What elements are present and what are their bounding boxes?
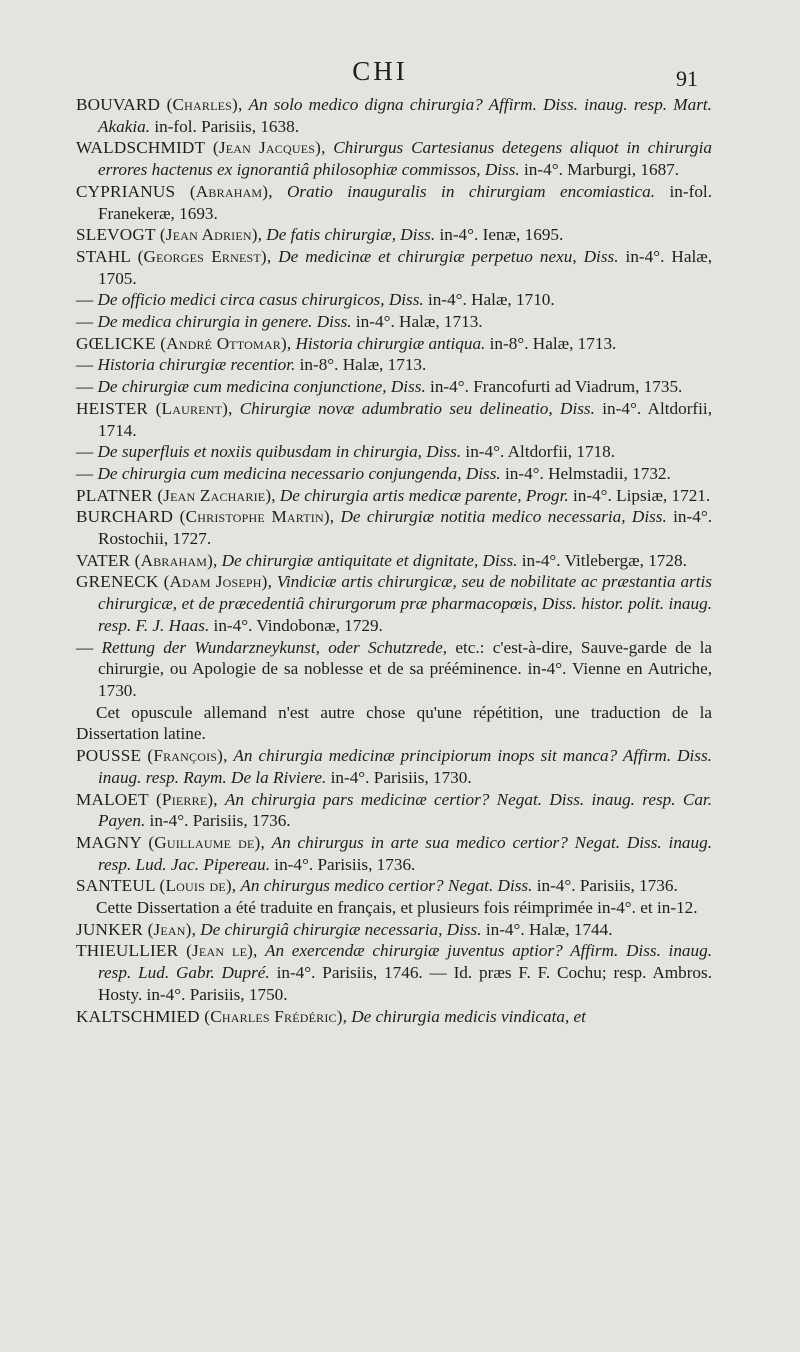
editorial-note: Cet opuscule allemand n'est autre chose qu'une répétition, une traduction de la Dissertation latine. <box>76 702 712 744</box>
entry-title: De medicinæ et chirurgiæ perpetuo nexu, Diss. <box>278 246 619 266</box>
entry-author: MALOET (Pierre) <box>76 789 214 809</box>
bibliography-entry: — Historia chirurgiæ recentior. in-8°. Halæ, 1713. <box>76 355 427 375</box>
entry-publication: in-4°. Parisiis, 1730. <box>326 767 472 787</box>
entry-author: VATER (Abraham) <box>76 550 213 570</box>
bibliography-entry: — De medica chirurgia in genere. Diss. in-4°. Halæ, 1713. <box>76 312 483 332</box>
bibliography-entry: SANTEUL (Louis de), An chirurgus medico certior? Negat. Diss. in-4°. Parisiis, 1736. <box>76 876 678 896</box>
entry-publication: in-4°. Parisiis, 1736. <box>532 876 678 896</box>
entry-publication: in-4°. Halæ, 1744. <box>481 919 613 939</box>
entry-author: BOUVARD (Charles) <box>76 95 238 114</box>
entry-author: MAGNY (Guillaume de) <box>76 832 261 852</box>
bibliography-entry: BOUVARD (Charles), An solo medico digna chirurgia? Affirm. Diss. inaug. resp. Mart. Akakia. in-fol. Parisiis, 1638. <box>76 95 712 136</box>
entry-title: De chirurgia artis medicæ parente, Progr. <box>279 485 569 505</box>
entry-title: An exercendæ chirurgiæ juventus aptior? Affirm. Diss. inaug. resp. Lud. Gabr. Dupré. <box>98 941 712 983</box>
editorial-note: Cette Dissertation a été traduite en français, et plusieurs fois réimprimée in-4°. et in-12. <box>96 898 698 918</box>
entry-publication: in-4°. Halæ, 1705. <box>98 246 712 288</box>
bibliography-entry: — Rettung der Wundarzneykunst, oder Schutzrede, etc.: c'est-à-dire, Sauve-garde de la chirurgie, ou Apologie de sa noblesse et de sa prééminence. in-4°. Vienne en Autriche, 1730. <box>76 637 712 700</box>
entry-publication: in-4°. Halæ, 1710. <box>423 290 555 310</box>
entry-title: An chirurgia medicinæ principiorum inops sit manca? Affirm. Diss. inaug. resp. Raym. De la Riviere. <box>98 746 712 787</box>
bibliography-entry: — De superfluis et noxiis quibusdam in chirurgia, Diss. in-4°. Altdorfii, 1718. <box>76 442 616 462</box>
entry-publication: in-8°. Halæ, 1713. <box>485 333 617 353</box>
bibliography-entry: GRENECK (Adam Joseph), Vindiciæ artis chirurgicæ, seu de nobilitate ac præstantia artis chirurgicæ, et de præcedentiâ chirurgorum præ pharmacopœis, Diss. histor. polit. inaug. resp. F. J. Haas. in-4°. Vindobonæ, 1729. <box>76 572 712 635</box>
bibliography-entry: — De chirurgia cum medicina necessario conjungenda, Diss. in-4°. Helmstadii, 1732. <box>76 463 671 483</box>
entry-title: De chirurgiæ notitia medico necessaria, Diss. <box>340 507 667 527</box>
entry-title: An chirurgia pars medicinæ certior? Negat. Diss. inaug. resp. Car. Payen. <box>98 789 712 831</box>
entry-title: Chirurgus Cartesianus detegens aliquot in chirurgia errores hactenus ex ignorantiâ philosophiæ commissos, Diss. <box>98 138 713 180</box>
entry-author: PLATNER (Jean Zacharie) <box>76 485 272 505</box>
entry-title: An solo medico digna chirurgia? Affirm. Diss. inaug. resp. Mart. Akakia. <box>98 95 712 136</box>
entry-title: De officio medici circa casus chirurgicos, Diss. <box>97 290 424 310</box>
bibliography-entry: MALOET (Pierre), An chirurgia pars medicinæ certior? Negat. Diss. inaug. resp. Car. Payen. in-4°. Parisiis, 1736. <box>76 789 712 831</box>
entry-publication: in-fol. Parisiis, 1638. <box>150 116 299 136</box>
entry-publication: in-4°. Ienæ, 1695. <box>435 225 564 245</box>
entry-author: JUNKER (Jean) <box>76 919 192 939</box>
bibliography-list <box>76 94 712 1027</box>
bibliography-entry: MAGNY (Guillaume de), An chirurgus in arte sua medico certior? Negat. Diss. inaug. resp. Lud. Jac. Pipereau. in-4°. Parisiis, 1736. <box>76 832 712 874</box>
bibliography-entry: POUSSE (François), An chirurgia medicinæ principiorum inops sit manca? Affirm. Diss. inaug. resp. Raym. De la Riviere. in-4°. Parisiis, 1730. <box>76 746 712 787</box>
entry-author: STAHL (Georges Ernest) <box>76 246 267 266</box>
entry-publication: in-4°. Halæ, 1713. <box>351 312 483 332</box>
bibliography-entry: STAHL (Georges Ernest), De medicinæ et chirurgiæ perpetuo nexu, Diss. in-4°. Halæ, 1705. <box>76 246 712 288</box>
entry-author: BURCHARD (Christophe Martin) <box>76 507 330 527</box>
bibliography-entry: THIEULLIER (Jean le), An exercendæ chirurgiæ juventus aptior? Affirm. Diss. inaug. resp. Lud. Gabr. Dupré. in-4°. Parisiis, 1746. — Id. præs F. F. Cochu; resp. Ambros. Hosty. in-4°. Parisiis, 1750. <box>76 941 712 1004</box>
bibliography-entry: BURCHARD (Christophe Martin), De chirurgiæ notitia medico necessaria, Diss. in-4°. Rostochii, 1727. <box>76 507 713 549</box>
bibliography-entry: KALTSCHMIED (Charles Frédéric), De chirurgia medicis vindicata, et <box>76 1006 586 1026</box>
entry-title: Historia chirurgiæ antiqua. <box>295 333 486 353</box>
entry-title: Chirurgiæ novæ adumbratio seu delineatio, Diss. <box>239 398 595 418</box>
bibliography-entry: — De officio medici circa casus chirurgicos, Diss. in-4°. Halæ, 1710. <box>76 290 555 310</box>
entry-author: CYPRIANUS (Abraham) <box>76 181 269 201</box>
entry-title: De chirurgiæ cum medicina conjunctione, Diss. <box>97 377 426 397</box>
bibliography-entry: JUNKER (Jean), De chirurgiâ chirurgiæ necessaria, Diss. in-4°. Halæ, 1744. <box>76 919 613 939</box>
entry-publication: in-4°. Lipsiæ, 1721. <box>568 485 711 505</box>
entry-title: Vindiciæ artis chirurgicæ, seu de nobilitate ac præstantia artis chirurgicæ, et de præcedentiâ chirurgorum præ pharmacopœis, Diss. histor. polit. inaug. resp. F. J. Haas. <box>98 572 712 635</box>
entry-title: De medica chirurgia in genere. Diss. <box>97 312 352 332</box>
bibliography-entry: CYPRIANUS (Abraham), Oratio inauguralis in chirurgiam encomiastica. in-fol. Franekeræ, 1693. <box>76 181 712 223</box>
entry-publication: in-4°. Altdorfii, 1714. <box>98 398 712 440</box>
entry-publication: in-4°. Parisiis, 1736. <box>270 854 416 874</box>
bibliography-entry: VATER (Abraham), De chirurgiæ antiquitate et dignitate, Diss. in-4°. Vitlebergæ, 1728. <box>76 550 687 570</box>
entry-title: Historia chirurgiæ recentior. <box>97 355 296 375</box>
entry-title: De superfluis et noxiis quibusdam in chirurgia, Diss. <box>97 442 462 462</box>
entry-author: SLEVOGT (Jean Adrien) <box>76 225 258 245</box>
entry-publication: in-4°. Helmstadii, 1732. <box>500 463 671 483</box>
entry-title: De fatis chirurgiæ, Diss. <box>266 225 436 245</box>
entry-title: Oratio inauguralis in chirurgiam encomiastica. <box>287 181 656 201</box>
entry-publication: etc.: c'est-à-dire, Sauve-garde de la chirurgie, ou Apologie de sa noblesse et de sa prééminence. in-4°. Vienne en Autriche, 1730. <box>98 637 712 700</box>
entry-author: POUSSE (François) <box>76 746 224 766</box>
bibliography-entry: WALDSCHMIDT (Jean Jacques), Chirurgus Cartesianus detegens aliquot in chirurgia errores hactenus ex ignorantiâ philosophiæ commissos, Diss. in-4°. Marburgi, 1687. <box>76 138 713 180</box>
entry-author: HEISTER (Laurent) <box>76 398 229 418</box>
entry-publication: in-4°. Parisiis, 1746. — Id. præs F. F. Cochu; resp. Ambros. Hosty. in-4°. Parisiis, 1750. <box>98 963 712 1004</box>
entry-publication: in-8°. Halæ, 1713. <box>295 355 427 375</box>
running-header: CHI <box>352 56 408 86</box>
bibliography-entry: GŒLICKE (André Ottomar), Historia chirurgiæ antiqua. in-8°. Halæ, 1713. <box>76 333 617 353</box>
entry-title: De chirurgiâ chirurgiæ necessaria, Diss. <box>200 919 482 939</box>
bibliography-entry: SLEVOGT (Jean Adrien), De fatis chirurgiæ, Diss. in-4°. Ienæ, 1695. <box>76 225 564 245</box>
entry-publication: in-4°. Rostochii, 1727. <box>98 507 713 549</box>
entry-title: De chirurgia cum medicina necessario conjungenda, Diss. <box>97 463 501 483</box>
entry-publication: in-4°. Francofurti ad Viadrum, 1735. <box>425 377 683 397</box>
entry-title: An chirurgus medico certior? Negat. Diss. <box>240 876 533 896</box>
entry-publication: in-4°. Vindobonæ, 1729. <box>209 615 383 635</box>
entry-author: WALDSCHMIDT (Jean Jacques) <box>76 138 322 158</box>
bibliography-entry: — De chirurgiæ cum medicina conjunctione, Diss. in-4°. Francofurti ad Viadrum, 1735. <box>76 377 683 397</box>
entry-publication: in-4°. Altdorfii, 1718. <box>461 442 616 462</box>
entry-title: An chirurgus in arte sua medico certior? Negat. Diss. inaug. resp. Lud. Jac. Pipereau. <box>98 832 712 874</box>
entry-title: De chirurgiæ antiquitate et dignitate, Diss. <box>221 550 518 570</box>
entry-author: GŒLICKE (André Ottomar) <box>76 333 287 353</box>
entry-publication: in-fol. Franekeræ, 1693. <box>98 181 712 223</box>
entry-publication: in-4°. Vitlebergæ, 1728. <box>517 550 687 570</box>
page-number: 91 <box>676 66 698 91</box>
entry-publication: in-4°. Parisiis, 1736. <box>145 811 291 831</box>
entry-author: SANTEUL (Louis de) <box>76 876 232 896</box>
entry-title: Rettung der Wundarzneykunst, oder Schutzrede, <box>101 637 448 657</box>
bibliography-entry: HEISTER (Laurent), Chirurgiæ novæ adumbratio seu delineatio, Diss. in-4°. Altdorfii, 1714. <box>76 398 712 440</box>
entry-title: De chirurgia medicis vindicata, et <box>351 1006 586 1026</box>
entry-author: GRENECK (Adam Joseph) <box>76 572 268 592</box>
entry-author: KALTSCHMIED (Charles Frédéric) <box>76 1006 343 1026</box>
bibliography-entry: PLATNER (Jean Zacharie), De chirurgia artis medicæ parente, Progr. in-4°. Lipsiæ, 1721. <box>76 485 711 505</box>
entry-publication: in-4°. Marburgi, 1687. <box>519 160 680 180</box>
entry-author: THIEULLIER (Jean le) <box>76 941 254 961</box>
